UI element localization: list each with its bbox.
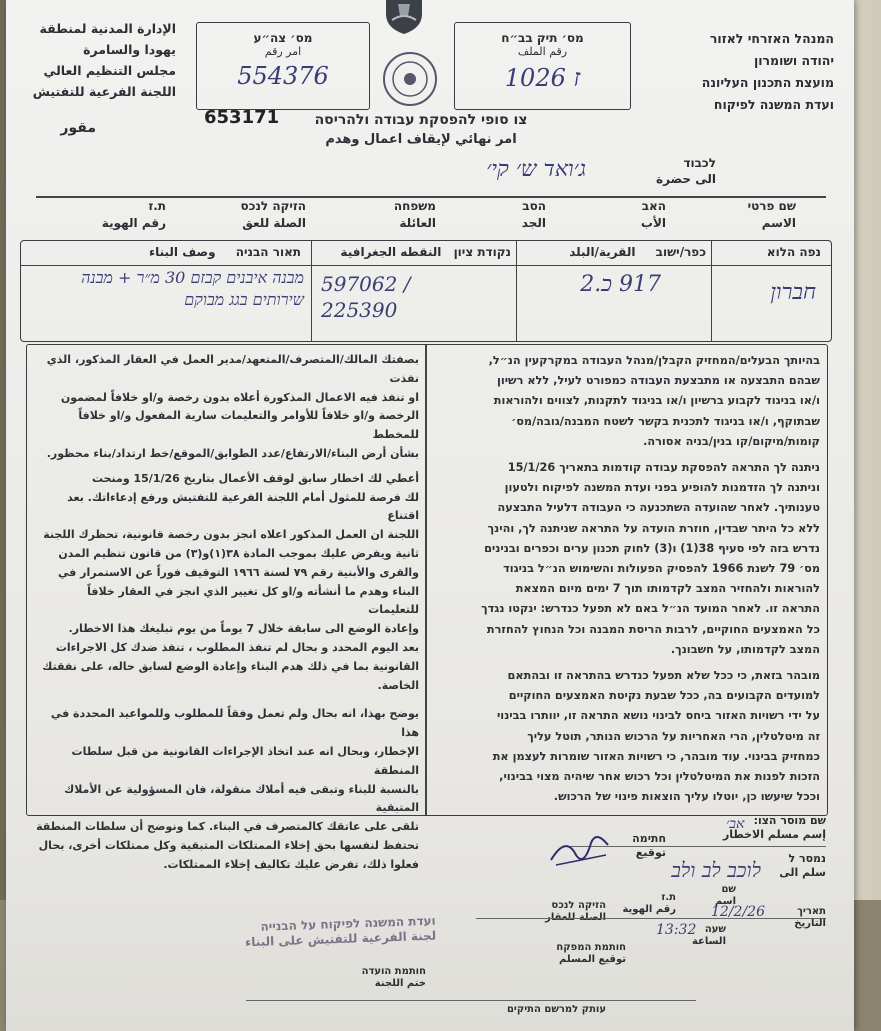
arabic-line: بالنسبة للبناء وتبقى فيه أملاك منقولة، فان المسؤولية عن الأملاك المتبقية <box>64 782 419 815</box>
header-line: الإدارة المدنية لمنطقة <box>39 21 176 36</box>
village-label <box>526 245 706 259</box>
document-page <box>6 0 854 1031</box>
arabic-line: ثانية ويفرض عليك بموجب المادة ٣٨(١)و(٣) من قانون تنظيم المدن <box>58 546 419 560</box>
location-header-line <box>21 265 831 266</box>
field-label-ar: الجد <box>521 216 546 230</box>
hebrew-body <box>435 351 820 807</box>
recipient-line <box>476 918 826 919</box>
field-label-ar: العائلة <box>399 216 436 230</box>
addressee-label-ar: الى حضرة <box>656 172 716 186</box>
recipient-label-ar: سلم الى <box>779 866 826 879</box>
hebrew-line: מובהר בזאת, כי ככל שלא תפעל כנדרש בהתראה זו ובהתאם <box>507 669 820 683</box>
arabic-line: تحتفظ لنفسها بحق إخلاء الممتلكات المتبقية وكل ممتلكات أخرى، بحال <box>38 838 419 852</box>
coordinate-label-he: נקודת ציון <box>453 245 511 259</box>
hebrew-line: ו/או בניגוד לקבוע ברשיון ו/או בניגוד לתקנות, לצווים ולהוראות <box>493 394 820 408</box>
name-label-he: שם <box>721 884 736 895</box>
id-label-ar: رقم الهوية <box>622 904 676 915</box>
committee-stamp <box>186 914 437 953</box>
column-divider <box>516 241 517 341</box>
header-line: יהודה ושומרון <box>753 53 834 68</box>
hebrew-line: מס׳ 79 לשנת 1966 להפסיק הפעולות והשימוש הנ״ל בניגוד <box>503 562 820 576</box>
arabic-line: أعطي لك اخطار سابق لوقف الأعمال بتاريخ 15/1/26 ومنحت <box>91 471 419 485</box>
inspector-stamp-ar: توقيع المسلم <box>559 954 626 965</box>
village-value: 917 כ.2 <box>580 272 661 297</box>
field-grandfather <box>466 198 546 232</box>
hebrew-line: כמחזיק בבינוי. עוד מובהר, כי רשויות האזור שומרות לעצמן את <box>492 749 820 763</box>
hebrew-line: וניתנה לך הזדמנות להופיע בפני ועדת המשנה לפיקוח ולטעון <box>504 481 820 495</box>
deliverer-label <box>706 814 826 842</box>
coordinate-label-ar: النقطه الجغرافية <box>340 245 442 259</box>
hebrew-line: הזכות לפנות את המיטלטלין וכל רכוש אחר שיהיה מצוי בבינוי, <box>499 770 820 784</box>
signature-scribble <box>546 825 616 870</box>
order-number-box <box>196 22 370 110</box>
arabic-line <box>33 695 419 705</box>
header-authority-ar <box>26 18 176 102</box>
hebrew-line: ללא כל היתר שבדין, חוזרת הועדה על התראה שניתנה לך, והינך <box>487 521 820 535</box>
coordinate-value: 597062 / 225390 <box>321 272 411 322</box>
bottom-line <box>246 1000 696 1001</box>
column-divider <box>711 241 712 341</box>
round-stamp-icon <box>381 50 439 108</box>
committee-stamp-he: ועדת המשנה לפיקוח על הבנייה <box>260 913 436 934</box>
field-label-he: הסב <box>522 199 546 213</box>
arabic-line: بصفتك المالك/المتصرف/المتعهد/مدير العمل في العقار المذكور، الذي نفذت <box>46 353 419 385</box>
arabic-line: اللجنة ان العمل المذكور اعلاه انجز بدون رخصة قانونية، تحظرك اللجنة <box>43 528 419 542</box>
time-label <box>691 924 726 948</box>
signature-label-he: חתימה <box>632 832 666 845</box>
header-line: يهودا والسامرة <box>83 42 176 57</box>
location-box <box>20 240 832 342</box>
date-handwritten: 12/2/26 <box>711 904 765 920</box>
source-label: مقور <box>60 120 96 136</box>
field-label-he: משפחה <box>393 199 436 213</box>
field-label-he: שם פרטי <box>747 199 796 213</box>
arabic-line: او تنفذ فيه الاعمال المذكورة أعلاه بدون رخصة و/او خلافاً لمضمون <box>60 390 419 404</box>
field-label-ar: الأب <box>640 216 666 230</box>
addressee-name-handwritten: ג׳ואד ש׳ קי׳ <box>486 157 586 182</box>
deliverer-label-he: שם מוסר הצו: <box>753 814 826 827</box>
field-family <box>346 198 436 232</box>
date-label-ar: التاريخ <box>794 918 826 929</box>
bottom-copy-note: עותק למרשם התיקים <box>506 1004 606 1015</box>
hebrew-line: קומות/מיקום/קו בנין/בניה אסורה. <box>643 434 820 448</box>
column-divider <box>311 241 312 341</box>
coordinate-label <box>321 245 511 259</box>
committee-label-ar: ختم اللجنة <box>374 978 426 989</box>
hebrew-line: שבהם התבצעה או מתבצעת העבודה כמפורט לעיל, ללא רשיון <box>496 374 820 388</box>
header-line: ועדת המשנה לפיקוח <box>713 97 834 112</box>
time-label-ar: الساعة <box>691 936 726 947</box>
inspector-stamp-he: חותמת המפקח <box>556 942 626 953</box>
hebrew-line: בהיותך הבעלים/המחזיק הקבלן/מנהל העבודה במקרקעין הנ״ל, <box>488 354 820 367</box>
field-label-he: האב <box>641 199 666 213</box>
committee-label-he: חותמת הועדה <box>361 966 426 977</box>
hebrew-line: על ידי רשויות האזור ביחס לבינוי נושא התראה זו, יוותרו בבינוי <box>496 709 820 723</box>
hebrew-line: זה מיטלטלין, הרי האחריות על הרכוש הנותר, תוטל עליך <box>527 729 820 743</box>
construction-label-ar: وصف البناء <box>148 245 216 259</box>
date-label <box>776 906 826 930</box>
deliverer-label-ar: إسم مسلم الاخطار <box>722 828 826 841</box>
field-father <box>586 198 666 232</box>
signature-label-ar: توقيع <box>635 846 666 859</box>
construction-label <box>31 245 301 259</box>
field-id <box>66 198 166 232</box>
arabic-line: البناء وهدم ما أنشأته و/او كل تغيير الذي انجز في العقار خلافاً للتعليمات <box>87 584 419 617</box>
committee-stamp-ar: لجنة الفرعية للتفتيش على البناء <box>244 928 437 950</box>
field-label-he: הזיקה לנכס <box>240 199 306 213</box>
hebrew-line: התראה זו. לאחר המועד הנ״ל באם לא תפעל כנדרש: ינקטו נגדך <box>481 602 820 616</box>
addressee-label-he: לכבוד <box>683 156 716 170</box>
arabic-line: بشأن أرض البناء/الارتفاع/عدد الطوابق/الموقع/خط ارتداد/بناء محظور. <box>46 446 419 460</box>
time-handwritten: 13:32 <box>656 922 697 938</box>
hebrew-line: נדרש בזה לפי סעיף 38(1) ו(3) לחוק תכנון ערים וכפרים ובנינים <box>484 541 820 555</box>
arabic-line: والقرى والأبنية رقم ٧٩ لسنة ١٩٦٦ التوقيف فوراً عن الاستمرار في <box>57 565 419 579</box>
construction-label-he: תאור הבניה <box>235 245 301 259</box>
village-label-he: כפר/ישוב <box>655 245 706 259</box>
id-label-he: ת.ז <box>661 892 676 903</box>
recipient-label <box>766 852 826 880</box>
recipient-label-he: נמסר ל <box>788 852 826 865</box>
hebrew-line: ניתנה לך התראה להפסקת עבודה קודמות בתאריך 15/1/26 <box>507 461 820 475</box>
file-box-title-he: מס׳ תיק בב״ח <box>501 31 584 45</box>
header-line: מועצת התכנון העליונה <box>701 75 834 90</box>
order-number-handwritten: 554376 <box>237 62 329 90</box>
column-divider <box>425 345 427 815</box>
district-label: נפה הלוא <box>766 245 821 259</box>
arabic-body <box>33 351 419 875</box>
hebrew-line: שבתוקף, ו/או בניגוד לתכנית בקשר לשטח המבנה/גובה/מס׳ <box>511 414 820 428</box>
file-number-box <box>454 22 631 110</box>
arabic-line: الرخصة و/او خلافاً للأوامر والتعليمات سارية المفعول و/او خلافاً للمخطط <box>78 409 419 442</box>
arabic-line: الإخطار، وبحال انه عند اتخاذ الإجراءات القانونية من قبل سلطات المنطقة <box>71 744 419 777</box>
deliverer-handwritten: אב׳ <box>726 816 745 832</box>
committee-stamp-label <box>336 966 426 990</box>
file-box-title-ar: رقم الملف <box>517 45 568 58</box>
arabic-line: فعلوا ذلك، تفرض عليك تكاليف إخلاء الممتلكات. <box>163 857 419 871</box>
arabic-line: الخاصة. <box>377 678 419 692</box>
recipient-handwritten: לוכב לב ולב <box>671 858 761 882</box>
hebrew-line: וככל שיעשו כן, יוטלו עליך הוצאות פינוי של הרכוש. <box>553 790 820 804</box>
header-line: اللجنة الفرعية للتفتيش <box>32 84 176 99</box>
order-box-title-ar: امر رقم <box>264 45 302 58</box>
document-title-he: צו סופי להפסקת עבודה ולהריסה <box>314 112 528 128</box>
relation-label-he: הזיקה לנכס <box>551 900 606 911</box>
personal-fields-row <box>66 198 826 238</box>
header-authority-he <box>646 28 834 116</box>
order-box-title-he: מס׳ צה״ע <box>253 31 313 45</box>
arabic-line: لك فرصة للمثول أمام اللجنة الفرعية للتفتيش ورفع إدعاءاتك. بعد اقتناع <box>67 490 419 523</box>
field-label-ar: رقم الهوية <box>101 216 166 230</box>
field-first-name <box>686 198 796 232</box>
hebrew-line: להוראות ולהחזיר המצב לקדמותו תוך 7 ימים מיום המצאת <box>515 582 820 596</box>
name-label-ar: اسم <box>714 896 736 907</box>
field-label-ar: الصلة للعق <box>242 216 306 230</box>
district-value: חברון <box>770 280 816 305</box>
hebrew-line: המצב לקדמותו, על חשבונך. <box>670 642 820 656</box>
arabic-line: تلقى على عاتقك كالمتصرف في البناء. كما ونوضح أن سلطات المنطقة <box>36 820 419 834</box>
arabic-line: القانونية بما في ذلك هدم البناء وإعادة الوضع لسابق حاله، على نفقتك <box>42 659 419 673</box>
village-label-ar: القرية/البلد <box>569 245 636 259</box>
field-label-ar: الاسم <box>761 216 796 230</box>
hebrew-line: טענותיך. לאחר שהועדה השתכנעה כי העבודה דלעיל התבצעה <box>497 501 820 515</box>
printed-serial-number: 653171 <box>204 107 280 128</box>
emblem-icon <box>382 0 426 34</box>
field-label-he: ת.ז <box>148 199 166 213</box>
arabic-line: بعد اليوم المحدد و بحال لم تنفذ المطلوب ، تنفذ ضدك كل الاجراءات <box>55 640 419 654</box>
time-label-he: שעה <box>704 924 726 935</box>
header-line: مجلس التنظيم العالي <box>43 63 176 78</box>
inspector-stamp-label <box>526 942 626 966</box>
hebrew-line: כל האמצעים החוקיים, לרבות הריסת המבנה וכל הנחוץ להחזרת <box>486 622 820 636</box>
date-label-he: תאריך <box>797 906 826 917</box>
field-relation <box>206 198 306 232</box>
header-line: המנהל האזרחי לאזור <box>709 31 834 46</box>
arabic-line: يوضح بهذا، انه بحال ولم تعمل وفقاً للمطلوب وللمواعيد المحددة في هذا <box>50 707 419 740</box>
id-label <box>616 892 676 916</box>
construction-value: מבנה איבנים קבזם 30 מ״ר + מבנה שירותים בגג מבוקם <box>81 268 304 309</box>
arabic-line: وإعادة الوضع الى سابقة خلال 7 يوماً من يوم تبليغك هذا الاخطار. <box>68 622 419 636</box>
hebrew-line: למועדים הקבועים בה, ככל שבעת נקיטת האמצעים החוקיים <box>508 689 820 703</box>
document-title-ar: امر نهائي لإيقاف اعمال وهدم <box>325 132 517 147</box>
file-number-handwritten: 1026 ז <box>504 64 581 92</box>
relation-label <box>526 900 606 924</box>
